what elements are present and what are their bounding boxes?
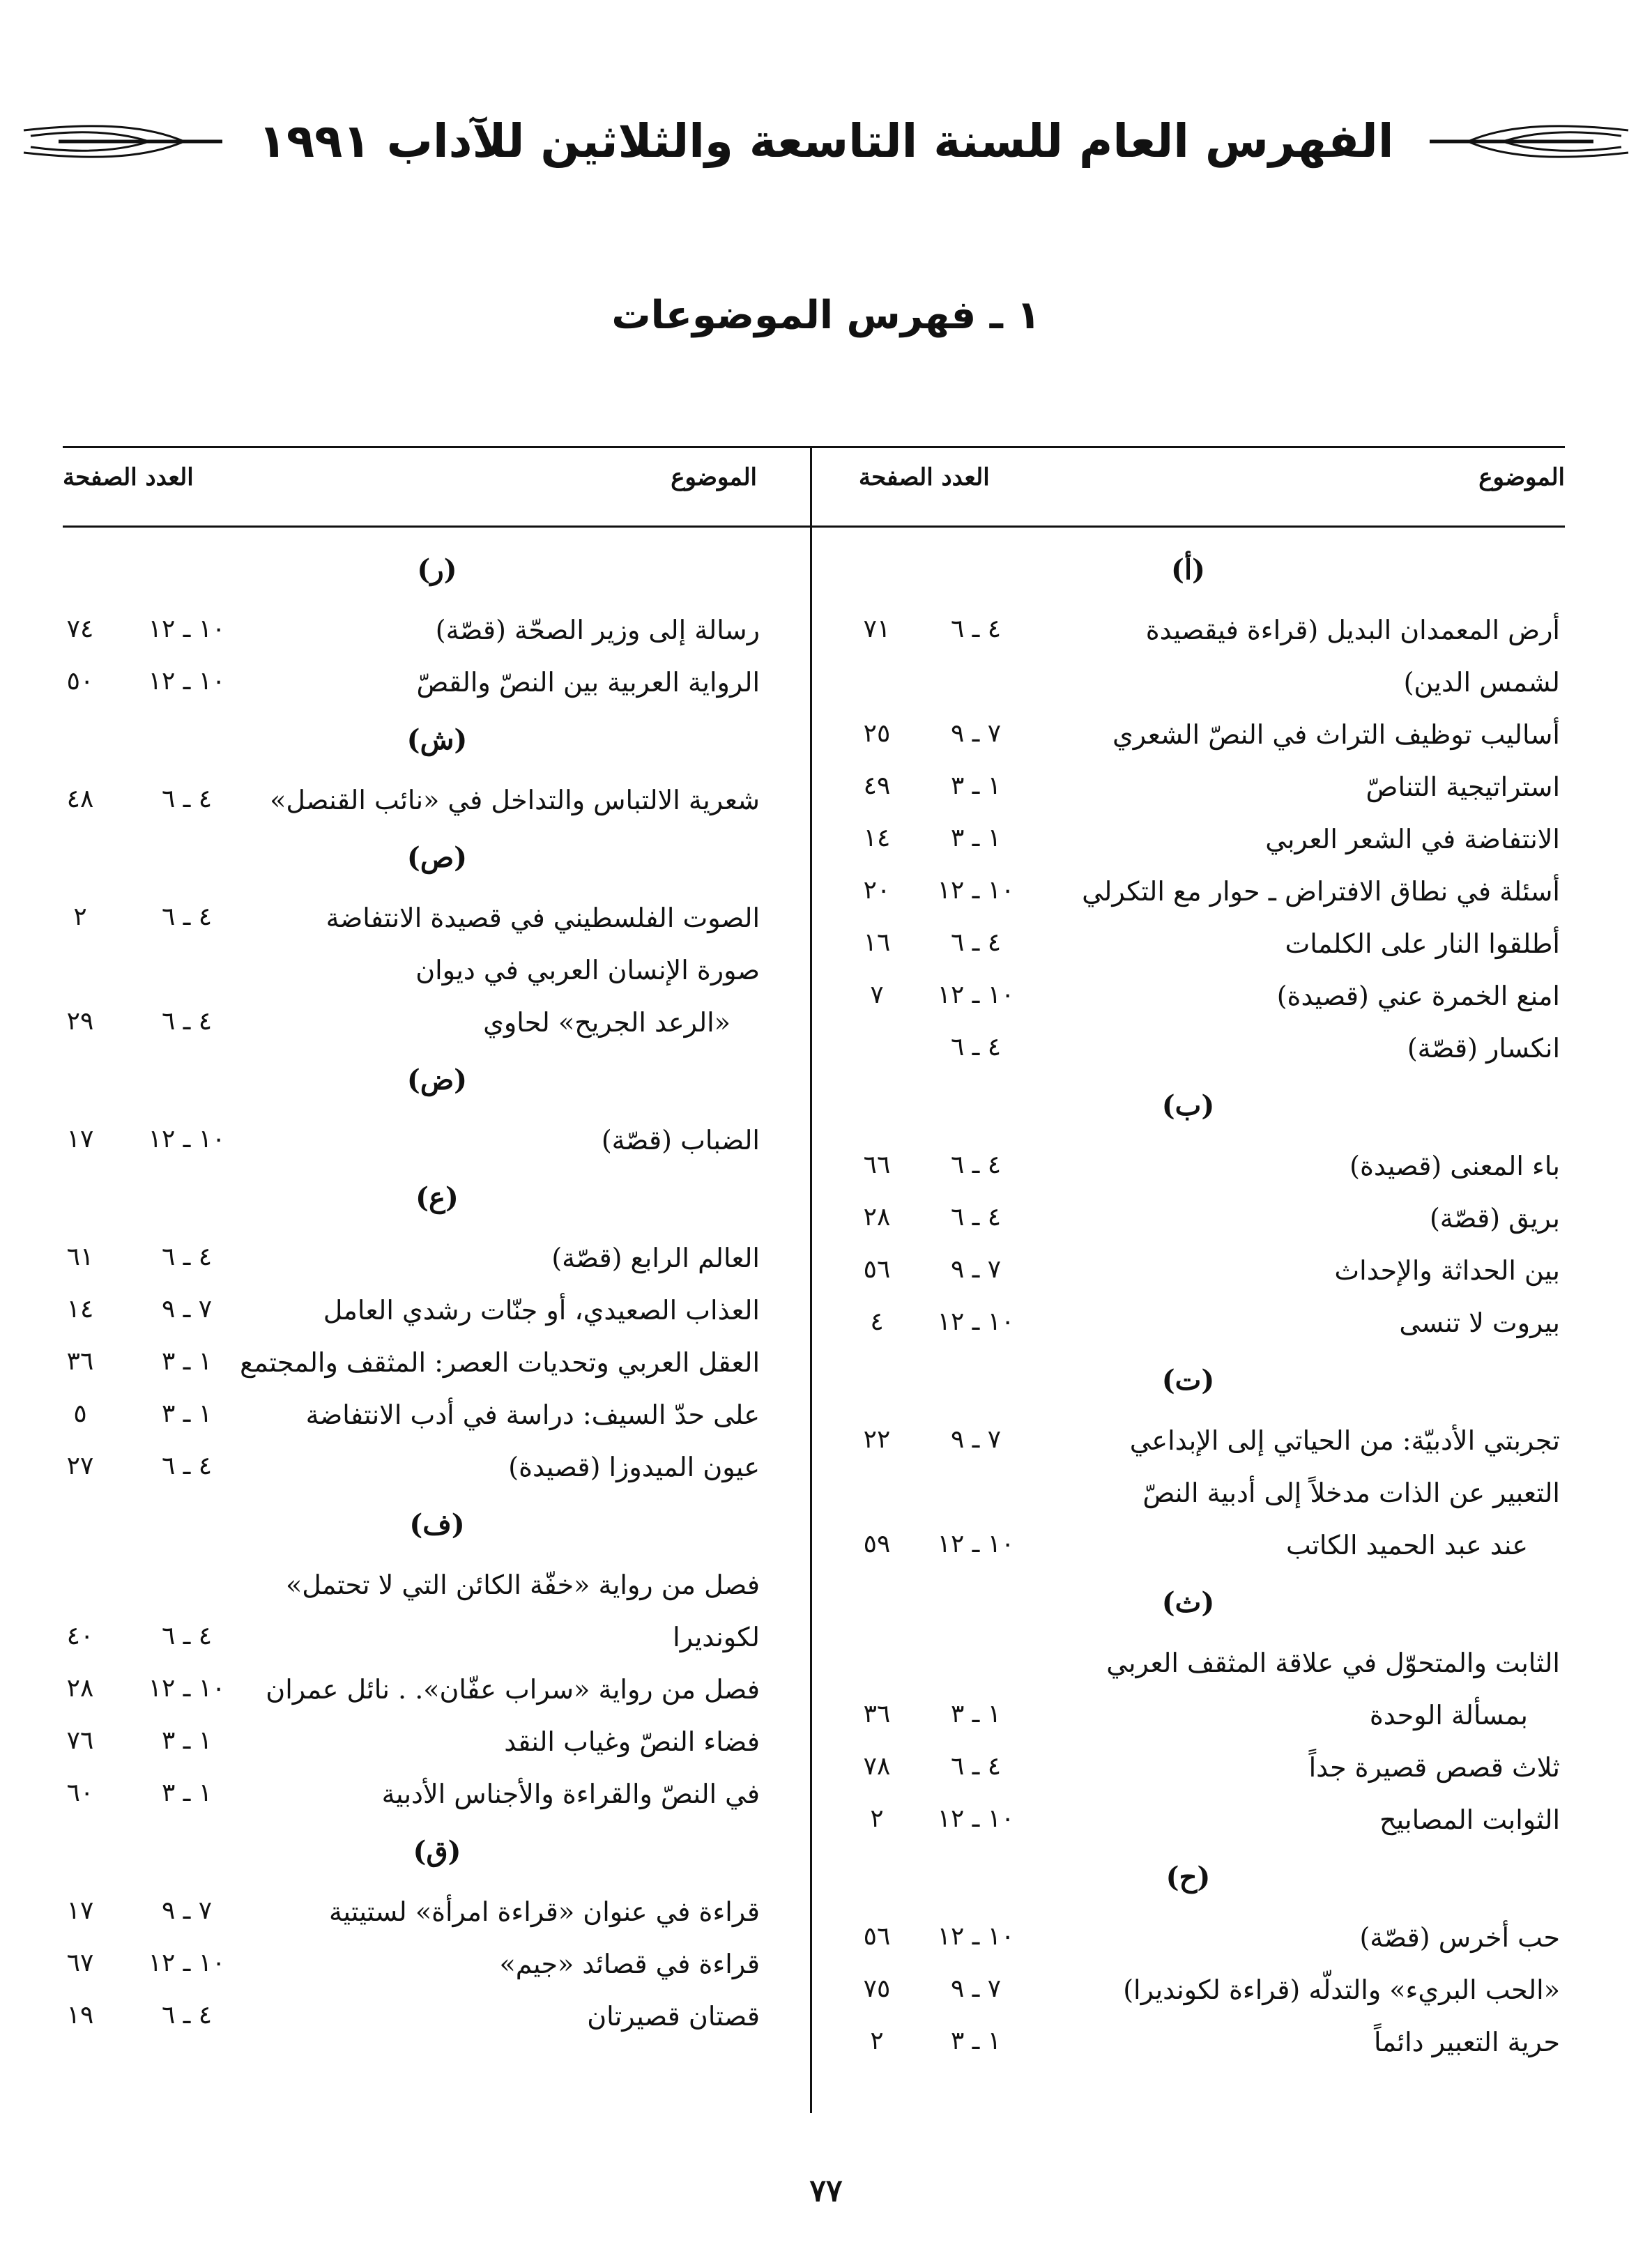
entry-title: امنع الخمرة عني (قصيدة) (1276, 981, 1560, 1011)
entry-issue: ١٠ ـ ١٢ (148, 615, 226, 643)
entry-title: قراءة في قصائد «جيم» (499, 1949, 760, 1979)
index-entry (811, 608, 1565, 660)
entry-issue: ١ ـ ٣ (161, 1399, 213, 1428)
index-entry (63, 948, 811, 1000)
entry-page: ٤٨ (66, 785, 94, 813)
entry-page: ٧ (870, 981, 884, 1009)
entry-page: ٧٦ (66, 1726, 94, 1755)
entry-issue: ١ ـ ٣ (161, 1347, 213, 1376)
entry-issue: ١ ـ ٣ (950, 824, 1002, 852)
index-entry (63, 660, 811, 712)
entry-issue: ١ ـ ٣ (950, 1700, 1002, 1728)
entry-page: ١٤ (863, 824, 891, 852)
entry-page: ٢ (73, 903, 87, 931)
entry-title: أساليب توظيف التراث في النصّ الشعري (1112, 719, 1560, 750)
entry-page: ١٩ (66, 2001, 94, 2030)
section-letter: (ح) (1165, 1861, 1211, 1894)
entry-issue: ٤ ـ ٦ (161, 1622, 213, 1650)
entry-issue: ١٠ ـ ١٢ (937, 1530, 1015, 1558)
entry-page: ٤٩ (863, 772, 891, 800)
entry-title: قصتان قصيرتان (587, 2001, 760, 2032)
entry-page: ٢ (870, 2027, 884, 2055)
index-entry (63, 1393, 811, 1445)
entry-title: لشمس الدين) (1403, 667, 1560, 698)
entry-page: ١٦ (863, 928, 891, 957)
index-entry (63, 1118, 811, 1170)
entry-title: الثوابت المصابيح (1379, 1804, 1560, 1835)
entry-issue: ٧ ـ ٩ (950, 1425, 1002, 1454)
index-entry (811, 974, 1565, 1026)
entry-page: ٤٠ (66, 1622, 94, 1650)
entry-issue: ١ ـ ٣ (161, 1779, 213, 1807)
index-entry (811, 1641, 1565, 1693)
entry-page: ٦١ (66, 1243, 94, 1271)
entry-issue: ١ ـ ٣ (161, 1726, 213, 1755)
entry-title: العذاب الصعيدي، أو جنّات رشدي العامل (323, 1295, 760, 1326)
entry-title: أرض المعمدان البديل (قراءة فيقصيدة (1145, 615, 1560, 645)
letter-section-heading (63, 1170, 811, 1236)
entry-page: ١٧ (66, 1125, 94, 1153)
entry-page: ٢٩ (66, 1007, 94, 1036)
section-letter: (ش) (406, 723, 468, 756)
entry-issue: ١٠ ـ ١٢ (937, 876, 1015, 905)
entry-title: لكونديرا (673, 1622, 760, 1652)
index-entry (811, 1471, 1565, 1523)
right-subject-header: الموضوع (1478, 463, 1565, 491)
entry-issue: ٧ ـ ٩ (950, 719, 1002, 748)
entry-title: حرية التعبير دائماً (1373, 2027, 1560, 2057)
entry-page: ٥٦ (863, 1922, 891, 1951)
index-entry (63, 1236, 811, 1288)
index-entry (811, 1693, 1565, 1745)
left-index-column (63, 542, 811, 2046)
entry-page: ٧١ (863, 615, 891, 643)
table-header-rule (63, 526, 1565, 528)
entry-page: ٣٦ (863, 1700, 891, 1728)
letter-section-heading (811, 542, 1565, 608)
index-entry (63, 1563, 811, 1615)
index-entry (811, 869, 1565, 921)
section-letter: (ف) (409, 1508, 465, 1541)
entry-page: ٤ (870, 1307, 884, 1336)
entry-title: «الحب البريء» والتدلّه (قراءة لكونديرا) (1123, 1974, 1560, 2005)
entry-issue: ١٠ ـ ١٢ (148, 667, 226, 696)
index-entry (811, 1915, 1565, 1967)
entry-issue: ٧ ـ ٩ (950, 1255, 1002, 1284)
left-subject-header: الموضوع (671, 463, 757, 491)
entry-title: شعرية الالتباس والتداخل في «نائب القنصل» (270, 785, 760, 815)
left-issue-page-header: العدد الصفحة (63, 463, 194, 491)
entry-issue: ٤ ـ ٦ (950, 928, 1002, 957)
entry-page: ٧٥ (863, 1974, 891, 2003)
index-entry (811, 1301, 1565, 1353)
entry-issue: ٤ ـ ٦ (950, 1752, 1002, 1781)
section-letter: (ق) (413, 1835, 461, 1868)
entry-issue: ٤ ـ ٦ (161, 1452, 213, 1480)
entry-issue: ١٠ ـ ١٢ (937, 1922, 1015, 1951)
entry-title: بيروت لا تنسى (1399, 1307, 1560, 1338)
section-letter: (ص) (406, 841, 468, 874)
entry-page: ٧٤ (66, 615, 94, 643)
letter-section-heading (63, 1497, 811, 1563)
entry-title: الانتفاضة في الشعر العربي (1265, 824, 1560, 854)
entry-issue: ٤ ـ ٦ (161, 785, 213, 813)
page-header (0, 112, 1652, 168)
entry-page: ٣٦ (66, 1347, 94, 1376)
entry-title: «الرعد الجريح» لحاوي (483, 1007, 731, 1038)
index-entry (63, 1340, 811, 1393)
index-entry (811, 1797, 1565, 1850)
entry-issue: ٧ ـ ٩ (161, 1896, 213, 1925)
entry-title: العقل العربي وتحديات العصر: المثقف والمجتمع (240, 1347, 760, 1378)
entry-issue: ٤ ـ ٦ (950, 1203, 1002, 1232)
section-letter: (ت) (1161, 1364, 1215, 1397)
entry-page: ١٧ (66, 1896, 94, 1925)
flourish-left-ornament (1426, 121, 1635, 162)
entry-issue: ١٠ ـ ١٢ (148, 1125, 226, 1153)
entry-title: بمسألة الوحدة (1369, 1700, 1528, 1731)
page-number: ٧٧ (809, 2173, 843, 2209)
letter-section-heading (63, 1824, 811, 1889)
index-entry (811, 660, 1565, 712)
index-entry (63, 1288, 811, 1340)
letter-section-heading (63, 712, 811, 778)
entry-page: ٦٧ (66, 1949, 94, 1977)
flourish-right-ornament (17, 121, 226, 162)
index-entry (811, 1248, 1565, 1301)
entry-issue: ٤ ـ ٦ (161, 1007, 213, 1036)
entry-title: العالم الرابع (قصّة) (551, 1243, 760, 1273)
entry-issue: ٤ ـ ٦ (161, 903, 213, 931)
entry-title: عيون الميدوزا (قصيدة) (508, 1452, 760, 1482)
entry-page: ٢٠ (863, 876, 891, 905)
index-entry (63, 1000, 811, 1052)
entry-title: قراءة في عنوان «قراءة امرأة» لستيتية (329, 1896, 760, 1927)
entry-issue: ٤ ـ ٦ (950, 1033, 1002, 1061)
entry-issue: ١٠ ـ ١٢ (937, 981, 1015, 1009)
table-top-rule (63, 446, 1565, 448)
index-entry (63, 608, 811, 660)
letter-section-heading (63, 542, 811, 608)
index-entry (63, 1719, 811, 1772)
entry-title: الرواية العربية بين النصّ والقصّ (416, 667, 760, 698)
entry-issue: ٧ ـ ٩ (161, 1295, 213, 1324)
entry-issue: ٧ ـ ٩ (950, 1974, 1002, 2003)
entry-title: ثلاث قصص قصيرة جداً (1308, 1752, 1560, 1783)
entry-issue: ١ ـ ٣ (950, 772, 1002, 800)
index-entry (811, 921, 1565, 974)
entry-page: ٦٠ (66, 1779, 94, 1807)
entry-page: ٦٦ (863, 1151, 891, 1179)
entry-title: التعبير عن الذات مدخلاً إلى أدبية النصّ (1142, 1478, 1560, 1508)
index-entry (811, 1196, 1565, 1248)
entry-title: حب أخرس (قصّة) (1359, 1922, 1560, 1953)
entry-page: ٢٧ (66, 1452, 94, 1480)
entry-issue: ٤ ـ ٦ (161, 2001, 213, 2030)
entry-page: ٥٦ (863, 1255, 891, 1284)
entry-title: صورة الإنسان العربي في ديوان (415, 955, 760, 985)
right-issue-page-header: العدد الصفحة (859, 463, 990, 491)
entry-title: باء المعنى (قصيدة) (1349, 1151, 1560, 1181)
entry-issue: ١٠ ـ ١٢ (937, 1804, 1015, 1833)
section-letter: (ث) (1161, 1586, 1215, 1619)
entry-title: بين الحداثة والإحداث (1334, 1255, 1560, 1286)
entry-issue: ٤ ـ ٦ (161, 1243, 213, 1271)
entry-title: تجربتي الأدبيّة: من الحياتي إلى الإبداعي (1129, 1425, 1560, 1456)
entry-issue: ١٠ ـ ١٢ (148, 1949, 226, 1977)
section-letter: (ض) (406, 1064, 468, 1096)
entry-issue: ١ ـ ٣ (950, 2027, 1002, 2055)
letter-section-heading (63, 1052, 811, 1118)
entry-title: أطلقوا النار على الكلمات (1285, 928, 1560, 959)
index-entry (63, 1667, 811, 1719)
entry-page: ٥ (73, 1399, 87, 1428)
index-entry (63, 1994, 811, 2046)
entry-page: ٢٢ (863, 1425, 891, 1454)
entry-title: الضباب (قصّة) (601, 1125, 760, 1156)
page-title: الفهرس العام للسنة التاسعة والثلاثين للآداب ١٩٩١ (258, 114, 1394, 169)
entry-issue: ١٠ ـ ١٢ (148, 1674, 226, 1703)
index-entry (811, 2020, 1565, 2072)
section-letter: (ع) (415, 1181, 459, 1214)
index-entry (811, 712, 1565, 765)
entry-title: في النصّ والقراءة والأجناس الأدبية (381, 1779, 760, 1809)
entry-title: الصوت الفلسطيني في قصيدة الانتفاضة (326, 903, 760, 933)
entry-title: رسالة إلى وزير الصحّة (قصّة) (435, 615, 760, 645)
index-entry (63, 896, 811, 948)
entry-page: ٥٠ (66, 667, 94, 696)
entry-page: ٢٨ (66, 1674, 94, 1703)
index-entry (63, 778, 811, 830)
entry-title: أسئلة في نطاق الافتراض ـ حوار مع التكرلي (1082, 876, 1560, 907)
entry-title: على حدّ السيف: دراسة في أدب الانتفاضة (305, 1399, 760, 1430)
entry-page: ٢ (870, 1804, 884, 1833)
entry-issue: ١٠ ـ ١٢ (937, 1307, 1015, 1336)
entry-title: فصل من رواية «خفّة الكائن التي لا تحتمل» (286, 1570, 760, 1600)
entry-page: ٢٥ (863, 719, 891, 748)
section-letter: (أ) (1171, 553, 1205, 586)
letter-section-heading (811, 1078, 1565, 1144)
entry-issue: ٤ ـ ٦ (950, 1151, 1002, 1179)
index-entry (811, 1967, 1565, 2020)
index-entry (811, 1523, 1565, 1575)
entry-page: ٥٩ (863, 1530, 891, 1558)
index-entry (811, 1144, 1565, 1196)
letter-section-heading (811, 1850, 1565, 1915)
entry-issue: ٤ ـ ٦ (950, 615, 1002, 643)
letter-section-heading (811, 1575, 1565, 1641)
right-index-column (811, 542, 1565, 2072)
entry-title: بريق (قصّة) (1429, 1203, 1560, 1234)
index-entry (63, 1889, 811, 1942)
index-entry (63, 1942, 811, 1994)
index-entry (63, 1772, 811, 1824)
section-letter: (ر) (417, 553, 457, 586)
index-entry (811, 765, 1565, 817)
entry-title: استراتيجية التناصّ (1366, 772, 1560, 802)
index-entry (63, 1615, 811, 1667)
entry-title: الثابت والمتحوّل في علاقة المثقف العربي (1106, 1648, 1560, 1678)
index-entry (811, 817, 1565, 869)
letter-section-heading (811, 1353, 1565, 1418)
entry-page: ١٤ (66, 1295, 94, 1324)
entry-title: عند عبد الحميد الكاتب (1285, 1530, 1528, 1560)
letter-section-heading (63, 830, 811, 896)
entry-title: انكسار (قصّة) (1407, 1033, 1560, 1064)
index-entry (811, 1026, 1565, 1078)
entry-title: فضاء النصّ وغياب النقد (504, 1726, 760, 1757)
section-title: ١ ـ فهرس الموضوعات (611, 293, 1041, 338)
entry-title: فصل من رواية «سراب عفّان». . نائل عمران (266, 1674, 760, 1705)
index-entry (811, 1418, 1565, 1471)
index-entry (811, 1745, 1565, 1797)
index-entry (63, 1445, 811, 1497)
entry-page: ٢٨ (863, 1203, 891, 1232)
entry-page: ٧٨ (863, 1752, 891, 1781)
section-letter: (ب) (1161, 1089, 1215, 1122)
